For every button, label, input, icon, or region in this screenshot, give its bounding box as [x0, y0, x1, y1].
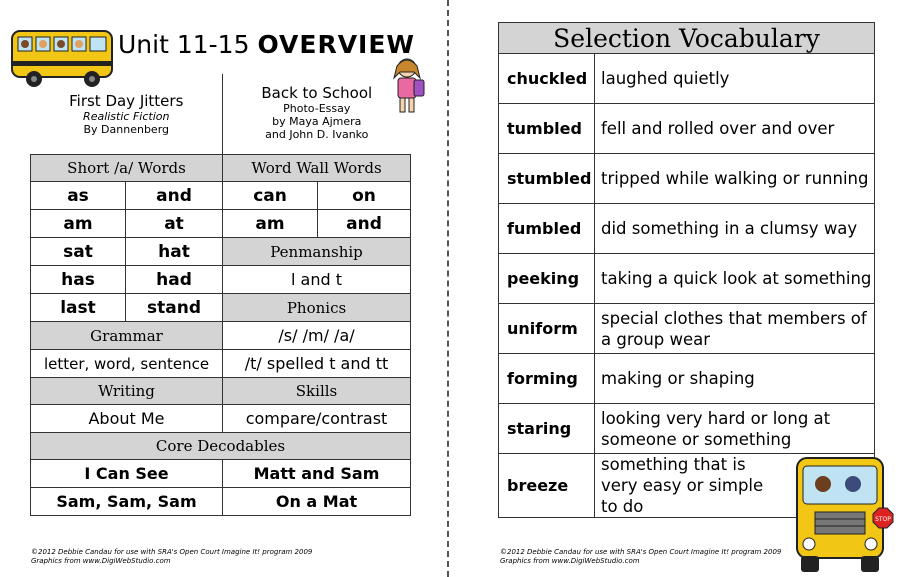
- school-bus-front-icon: [787, 450, 897, 575]
- vocab-definition: taking a quick look at something: [595, 254, 875, 304]
- vocab-definition: did something in a clumsy way: [595, 204, 875, 254]
- stop-sign-text: STOP: [875, 516, 891, 523]
- word-wall-word: and: [318, 210, 411, 238]
- vocab-word: peeking: [499, 254, 595, 304]
- writing-header: Writing: [31, 378, 223, 405]
- page-title: [118, 30, 415, 59]
- grammar-value: letter, word, sentence: [31, 350, 223, 378]
- vocab-definition: making or shaping: [595, 354, 875, 404]
- short-a-word: had: [126, 266, 223, 294]
- word-wall-word: can: [223, 182, 318, 210]
- left-footer-line2: Graphics from www.DigiWebStudio.com: [31, 557, 171, 565]
- vocab-word: forming: [499, 354, 595, 404]
- decodable-title: Sam, Sam, Sam: [31, 488, 223, 516]
- short-a-word: am: [31, 210, 126, 238]
- short-a-word: and: [126, 182, 223, 210]
- vocab-word: stumbled: [499, 154, 595, 204]
- book2-author-1: by Maya Ajmera: [272, 115, 362, 128]
- penmanship-header: Penmanship: [223, 238, 411, 266]
- decodable-title: Matt and Sam: [223, 460, 411, 488]
- short-a-header: Short /a/ Words: [31, 155, 223, 182]
- vocab-word: breeze: [499, 454, 595, 518]
- title-unit: Unit 11-15: [118, 30, 250, 59]
- core-decodables-header: Core Decodables: [31, 433, 411, 460]
- book-back-to-school: [223, 74, 411, 155]
- vocab-definition: special clothes that members of a group wear: [595, 304, 875, 354]
- vocab-word: staring: [499, 404, 595, 454]
- book2-genre: Photo-Essay: [283, 102, 351, 115]
- book-first-day-jitters: [31, 74, 223, 155]
- vocab-definition: fell and rolled over and over: [595, 104, 875, 154]
- grammar-header: Grammar: [31, 322, 223, 350]
- right-footer: [500, 548, 781, 566]
- vocab-definition: looking very hard or long at someone or something: [595, 404, 875, 454]
- phonics-value-1: /s/ /m/ /a/: [223, 322, 411, 350]
- decodable-title: On a Mat: [223, 488, 411, 516]
- vocab-definition: laughed quietly: [595, 54, 875, 104]
- decodable-title: I Can See: [31, 460, 223, 488]
- word-wall-word: on: [318, 182, 411, 210]
- book1-genre: Realistic Fiction: [83, 110, 170, 123]
- vocab-word: chuckled: [499, 54, 595, 104]
- title-overview: OVERVIEW: [257, 30, 415, 59]
- short-a-word: at: [126, 210, 223, 238]
- left-footer: [31, 548, 312, 566]
- vocab-word: uniform: [499, 304, 595, 354]
- skills-header: Skills: [223, 378, 411, 405]
- short-a-word: last: [31, 294, 126, 322]
- short-a-word: has: [31, 266, 126, 294]
- penmanship-value: l and t: [223, 266, 411, 294]
- skills-value: compare/contrast: [223, 405, 411, 433]
- vocab-definition: tripped while walking or running: [595, 154, 875, 204]
- short-a-word: hat: [126, 238, 223, 266]
- left-footer-line1: ©2012 Debbie Candau for use with SRA's Open Court Imagine It! program 2009: [31, 548, 313, 556]
- vocab-word: tumbled: [499, 104, 595, 154]
- phonics-value-2: /t/ spelled t and tt: [223, 350, 411, 378]
- page-divider: [447, 0, 449, 577]
- short-a-word: sat: [31, 238, 126, 266]
- overview-table: [30, 74, 411, 516]
- phonics-header: Phonics: [223, 294, 411, 322]
- book2-title: Back to School: [261, 84, 373, 102]
- word-wall-word: am: [223, 210, 318, 238]
- vocabulary-header: Selection Vocabulary: [499, 23, 875, 54]
- writing-value: About Me: [31, 405, 223, 433]
- word-wall-header: Word Wall Words: [223, 155, 411, 182]
- book1-author: By Dannenberg: [83, 123, 170, 136]
- vocab-word: fumbled: [499, 204, 595, 254]
- right-footer-line2: Graphics from www.DigiWebStudio.com: [500, 557, 640, 565]
- short-a-word: as: [31, 182, 126, 210]
- right-footer-line1: ©2012 Debbie Candau for use with SRA's Open Court Imagine It! program 2009: [500, 548, 782, 556]
- vocabulary-table: [498, 22, 875, 518]
- vocab-definition: something that is very easy or simple to do: [595, 454, 875, 518]
- short-a-word: stand: [126, 294, 223, 322]
- book1-title: First Day Jitters: [69, 92, 184, 110]
- book2-author-2: and John D. Ivanko: [265, 128, 369, 141]
